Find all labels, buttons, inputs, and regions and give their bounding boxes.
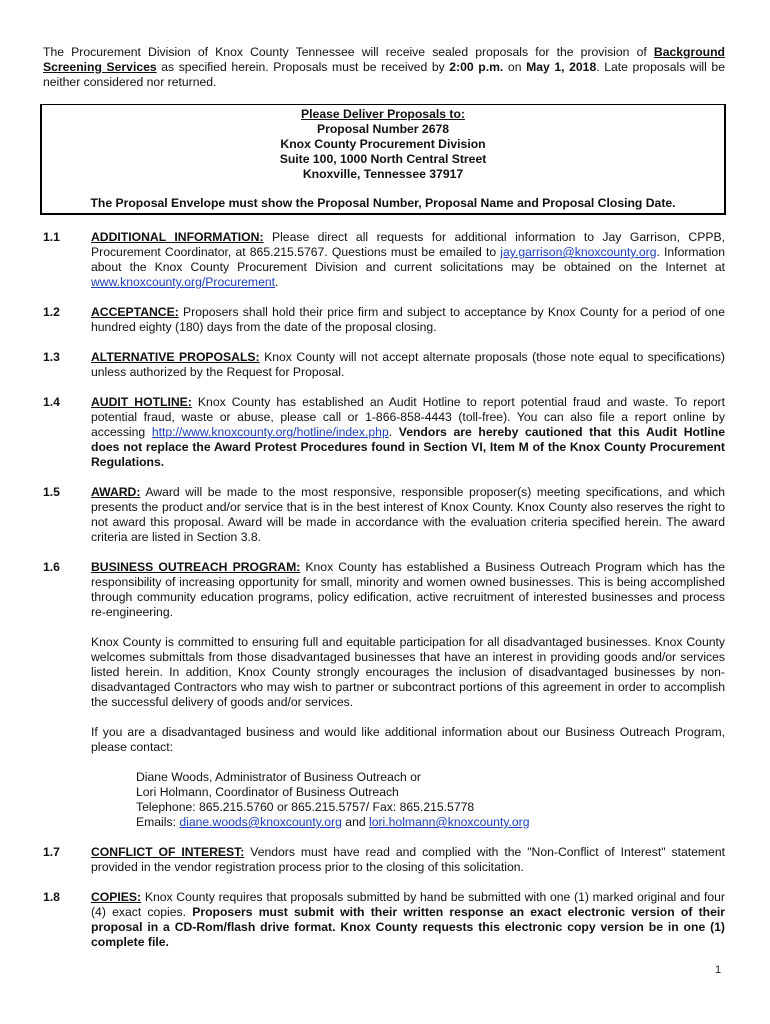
section-text: Knox County has established a Business Outreach Program which has the responsibility of increasing opportunity for small, minority and women owned businesses. This is being accomplished through community education programs, policy edification, active recruitment of interested businesses and process re-engineering. (91, 560, 726, 619)
section-1-2 (43, 305, 725, 335)
section-title: CONFLICT OF INTEREST: (91, 845, 245, 859)
section-1-4 (43, 395, 725, 470)
section-number: 1.8 (43, 890, 60, 904)
section-title: BUSINESS OUTREACH PROGRAM: (91, 560, 301, 574)
section-text: . (275, 275, 279, 289)
section-text: Please direct all requests for additional information to Jay Garrison, CPPB, Procurement Coordinator, at 865.215.5767. Questions must be emailed to (91, 230, 725, 259)
section-1-7 (43, 845, 725, 875)
section-text: Knox County requires that proposals submitted by hand be submitted with one (1) marked original and four (4) exact copies. (91, 890, 725, 919)
section-text: Vendors must have read and complied with the "Non-Conflict of Interest" statement provided in the vendor registration process prior to the closing of this solicitation. (91, 845, 725, 874)
page-number: 1 (715, 964, 722, 976)
section-number: 1.3 (43, 350, 60, 364)
section-title: ADDITIONAL INFORMATION: (91, 230, 264, 244)
section-title: AWARD: (91, 485, 141, 499)
electronic-copy-requirement: Proposers must submit with their written response an exact electronic version of their proposal in a CD-Rom/flash drive format. Knox County requests this electronic copy version be in one (1) complete file. (91, 905, 725, 949)
contact-line: Diane Woods, Administrator of Business Outreach or (136, 770, 421, 784)
email-link[interactable]: lori.holmann@knoxcounty.org (369, 815, 530, 829)
document-page (43, 45, 725, 950)
delivery-line: Suite 100, 1000 North Central Street (279, 152, 487, 166)
section-text: . Information about the Knox County Procurement Division and current solicitations may be obtained on the Internet at (91, 245, 725, 274)
email-link[interactable]: diane.woods@knoxcounty.org (179, 815, 342, 829)
section-number: 1.7 (43, 845, 60, 859)
section-paragraph: Knox County is committed to ensuring full and equitable participation for all disadvantaged businesses. Knox County welcomes submittals from those disadvantaged businesses that have an interest in providing goods and/or services listed herein. In addition, Knox County strongly encourages the inclusion of disadvantaged businesses by non-disadvantaged Contractors who may wish to partner or subcontract portions of this agreement in order to accomplish the successful delivery of goods and/or services. (91, 635, 725, 709)
section-number: 1.5 (43, 485, 60, 499)
section-number: 1.4 (43, 395, 60, 409)
section-title: AUDIT HOTLINE: (91, 395, 192, 409)
section-1-1 (43, 230, 725, 290)
hotline-warning: Vendors are hereby cautioned that this Audit Hotline does not replace the Award Protest Procedures found in Section VI, Item M of the Knox County Procurement Regulations. (91, 425, 725, 469)
intro-text: The Procurement Division of Knox County Tennessee will receive sealed proposals for the provision of (43, 45, 654, 59)
hotline-link[interactable]: http://www.knoxcounty.org/hotline/index.php (151, 425, 389, 439)
contact-line: Lori Holmann, Coordinator of Business Outreach (136, 785, 399, 799)
procurement-link[interactable]: www.knoxcounty.org/Procurement (91, 275, 276, 289)
section-1-3 (43, 350, 725, 380)
contact-block (136, 770, 725, 830)
section-text: Knox County has established an Audit Hotline to report potential fraud and waste. To report potential fraud, waste or abuse, please call or 1-866-858-4443 (toll-free). You can also file a report online by accessing (91, 395, 725, 439)
section-paragraph: If you are a disadvantaged business and would like additional information about our Business Outreach Program, please contact: (91, 725, 725, 754)
delivery-heading: Please Deliver Proposals to: (301, 107, 465, 121)
section-text: Knox County will not accept alternate proposals (those note equal to specifications) unless authorized by the Request for Proposal. (91, 350, 725, 379)
envelope-note: The Proposal Envelope must show the Proposal Number, Proposal Name and Proposal Closing Date. (90, 196, 676, 210)
intro-paragraph (43, 45, 725, 90)
section-1-5 (43, 485, 725, 545)
delivery-line: Knoxville, Tennessee 37917 (302, 167, 464, 181)
deadline-date: May 1, 2018 (526, 60, 597, 74)
delivery-line: Knox County Procurement Division (280, 137, 486, 151)
service-name: Background Screening Services (43, 45, 725, 74)
section-title: ACCEPTANCE: (91, 305, 179, 319)
section-1-6 (43, 560, 725, 830)
section-number: 1.2 (43, 305, 60, 319)
contact-phone: Telephone: 865.215.5760 or 865.215.5757/ Fax: 865.215.5778 (136, 800, 475, 814)
section-title: COPIES: (91, 890, 142, 904)
intro-text: as specified herein. Proposals must be received by (156, 60, 450, 74)
email-link[interactable]: jay.garrison@knoxcounty.org (500, 245, 657, 259)
deadline-time: 2:00 p.m. (449, 60, 504, 74)
section-1-8 (43, 890, 725, 950)
section-title: ALTERNATIVE PROPOSALS: (91, 350, 260, 364)
section-text: . (388, 425, 399, 439)
section-number: 1.6 (43, 560, 60, 574)
contact-emails: Emails: diane.woods@knoxcounty.org and lori.holmann@knoxcounty.org (136, 815, 530, 829)
delivery-line: Proposal Number 2678 (316, 122, 450, 136)
intro-text: . Late proposals will be neither considered nor returned. (43, 60, 725, 89)
section-number: 1.1 (43, 230, 60, 244)
intro-text: on (503, 60, 527, 74)
section-text: Award will be made to the most responsive, responsible proposer(s) meeting specifications, and which presents the product and/or service that is in the best interest of Knox County. Knox County also reserves the right to not award this proposal. Award will be made in accordance with the evaluation criteria specified herein. The award criteria are listed in Section 3.8. (91, 485, 725, 544)
section-text: Proposers shall hold their price firm and subject to acceptance by Knox County for a period of one hundred eighty (180) days from the date of the proposal closing. (91, 305, 725, 334)
delivery-box (40, 104, 726, 215)
